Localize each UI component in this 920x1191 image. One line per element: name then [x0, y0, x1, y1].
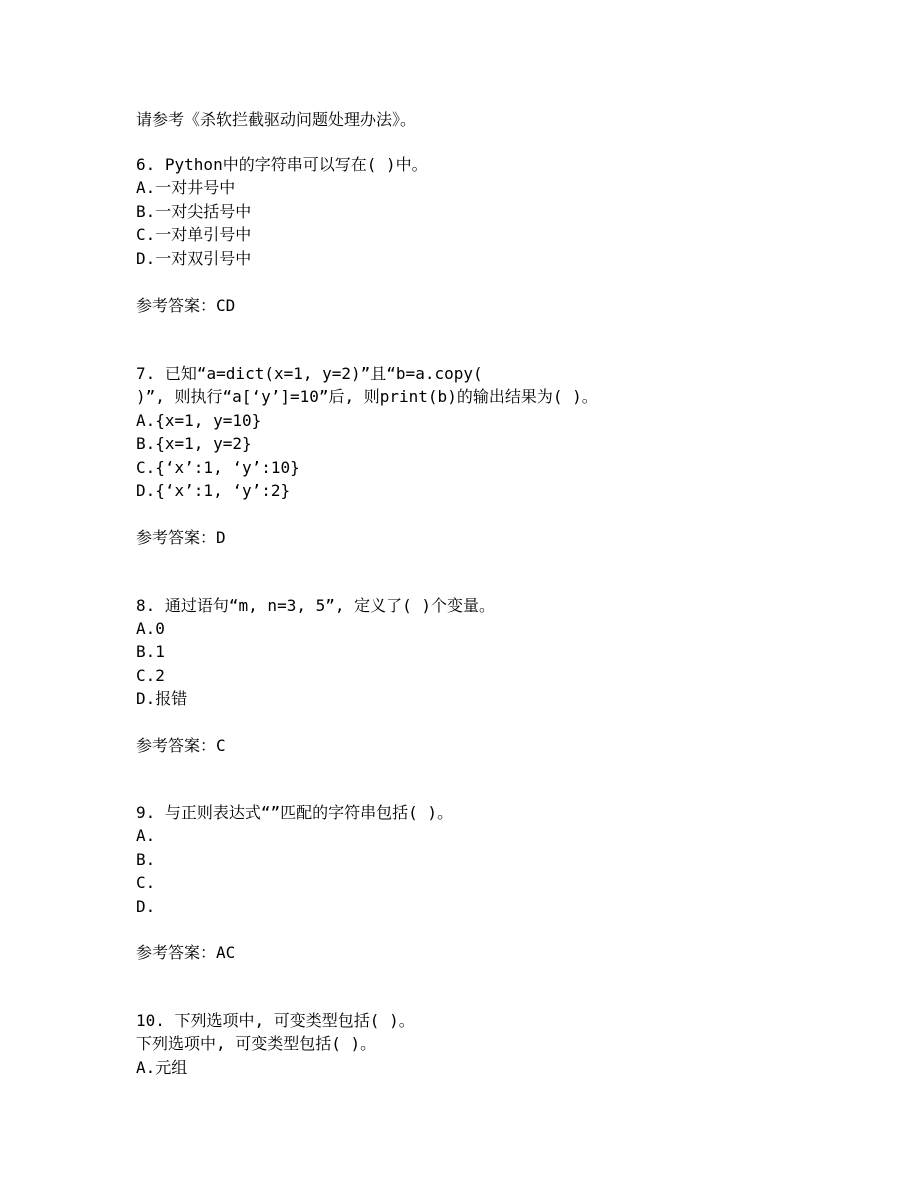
question-6-option-d: D.一对双引号中	[136, 249, 252, 268]
question-6-option-b: B.一对尖括号中	[136, 202, 252, 221]
question-10-stem-line-1: 10. 下列选项中, 可变类型包括( )。	[136, 1011, 415, 1030]
question-6-option-c: C.一对单引号中	[136, 225, 252, 244]
intro-text: 请参考《杀软拦截驱动问题处理办法》。	[136, 110, 417, 129]
question-6-stem: 6. Python中的字符串可以写在( )中。	[136, 155, 428, 174]
question-8-answer: 参考答案：C	[136, 736, 226, 755]
question-7-option-a: A.{x=1, y=10}	[136, 411, 262, 430]
question-7-option-b: B.{x=1, y=2}	[136, 434, 252, 453]
question-7-option-d: D.{‘x’:1, ‘y’:2}	[136, 481, 291, 500]
question-8-option-c: C.2	[136, 666, 165, 685]
question-9-option-a: A.	[136, 826, 156, 845]
question-9-option-d: D.	[136, 897, 156, 916]
question-7-stem-line-2: )”, 则执行“a[‘y’]=10”后, 则print(b)的输出结果为( )。	[136, 387, 598, 406]
question-8-option-b: B.1	[136, 642, 165, 661]
question-8-stem: 8. 通过语句“m, n=3, 5”, 定义了( )个变量。	[136, 596, 496, 615]
question-7-option-c: C.{‘x’:1, ‘y’:10}	[136, 458, 300, 477]
question-7-stem-line-1: 7. 已知“a=dict(x=1, y=2)”且“b=a.copy(	[136, 364, 483, 383]
question-6-option-a: A.一对井号中	[136, 178, 236, 197]
question-10-option-a: A.元组	[136, 1058, 188, 1077]
question-8-option-a: A.0	[136, 619, 165, 638]
question-8-option-d: D.报错	[136, 689, 188, 708]
question-9-stem: 9. 与正则表达式“”匹配的字符串包括( )。	[136, 803, 454, 822]
question-9-option-b: B.	[136, 850, 156, 869]
question-6-answer: 参考答案：CD	[136, 296, 236, 315]
question-9-option-c: C.	[136, 873, 156, 892]
question-9-answer: 参考答案：AC	[136, 943, 236, 962]
question-7-answer: 参考答案：D	[136, 528, 226, 547]
question-10-stem-line-2: 下列选项中, 可变类型包括( )。	[136, 1034, 377, 1053]
